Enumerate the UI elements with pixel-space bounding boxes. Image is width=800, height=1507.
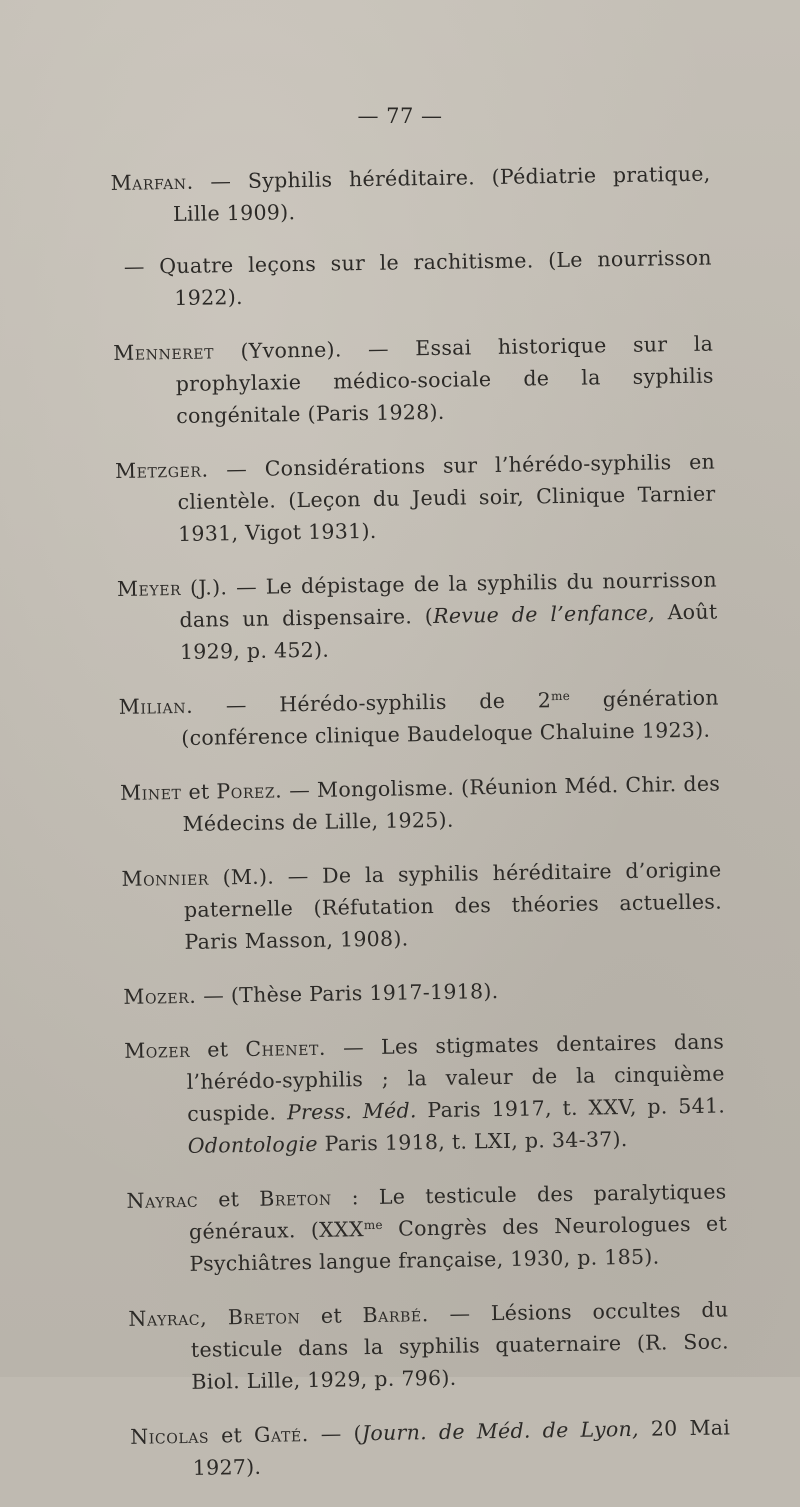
bibliography-entry: Mozer et Chenet. — Les stigmates dentaires dans l’hérédo-syphilis ; la valeur de la cinquième cuspide. Press. Méd. Paris 1917, t. XXV, p. 541. Odontologie Paris 1918, t. LXI, p. 34-37). [124,1029,726,1158]
entry-text: Le testicule des paralytiques généraux. (XXX [188,1179,727,1244]
bibliography-entry: Monnier (M.). — De la syphilis héréditaire d’origine paternelle (Réfutation des théories actuelles. Paris Masson, 1908). [121,857,723,954]
bibliography-entry: Minet et Porez. — Mongolisme. (Réunion Méd. Chir. des Médecins de Lille, 1925). [119,771,721,836]
bibliography-entry: Nayrac et Breton : Le testicule des paralytiques généraux. ($XXX^{me}$ Congrès des Neurologues et Psychiâtres langue française, 1930, p. 185). [126,1179,728,1276]
bibliography-entry [112,242,713,315]
bibliography-entry: Nayrac, Breton et Barbé. — Lésions occultes du testicule dans la syphilis quaternaire (R. Soc. Biol. Lille, 1929, p. 796). [128,1297,730,1394]
entry-coauthor: Breton [259,1185,332,1211]
bibliography-entry: Meyer (J.). — Le dépistage de la syphilis du nourrisson dans un dispensaire. (Revue de l’enfance, Août 1929, p. 452). [116,567,718,664]
entry-author: Minet [119,779,182,805]
entry-text: (Thèse Paris 1917-1918). [230,979,499,1008]
entry-author: Marfan. [110,169,194,195]
entry-author: Menneret [113,339,215,365]
journal-title: Press. Méd. [286,1098,417,1125]
entry-author: Milian. [118,693,194,719]
journal-title: Journ. de Méd. de Lyon, [361,1416,640,1446]
entry-author: Mozer. [123,983,197,1009]
entry-coauthor: Barbé. [362,1302,430,1328]
entry-author: Monnier [121,865,210,891]
entry-author: Meyer [116,575,182,601]
entry-author: Nayrac [126,1187,199,1213]
journal-title: Odontologie [187,1131,318,1158]
entry-coauthor: Breton [227,1304,301,1330]
entry-author: Metzger. [114,457,209,483]
entry-text: Lésions occultes du testicule dans la syphilis quaternaire (R. Soc. Biol. Lille, 1929, p. 796). [190,1297,730,1394]
entry-coauthor: Chenet. [245,1035,327,1061]
entry-text: Considérations sur l’hérédo-syphilis en clientèle. (Leçon du Jeudi soir, Clinique Tarnier 1931, Vigot 1931). [177,449,716,546]
bibliography-list [110,137,731,1507]
entry-text: Mongolisme. (Réunion Méd. Chir. des Médecins de Lille, 1925). [182,771,721,836]
journal-title: Revue de l’enfance, [432,600,656,628]
entry-text: Quatre leçons sur le rachitisme. (Le nourrisson 1922). [144,245,713,311]
bibliography-entry: Marfan. — Syphilis héréditaire. (Pédiatrie pratique, Lille 1909). [110,161,711,226]
bibliography-entry: Mozer. — (Thèse Paris 1917-1918). [123,979,499,1009]
page-number: — 77 — [357,104,443,128]
bibliography-entry: Metzger. — Considérations sur l’hérédo-syphilis en clientèle. (Leçon du Jeudi soir, Clinique Tarnier 1931, Vigot 1931). [114,449,716,546]
entry-author: Mozer [124,1037,191,1063]
ditto-dash: — [123,254,145,279]
entry-author: Nicolas [130,1423,210,1449]
entry-text: 20 Mai 1927). [192,1415,731,1480]
entry-author: Nayrac, [128,1305,208,1331]
bibliography-entry: Menneret (Yvonne). — Essai historique sur la prophylaxie médico-sociale de la syphilis congénitale (Paris 1928). [113,331,714,428]
bibliography-entry: Milian. — Hérédo-syphilis de $2^{me}$ génération (conférence clinique Baudeloque Chaluine 1923). [118,685,719,750]
entry-coauthor: Porez. [216,778,283,804]
entry-text: Essai historique sur la prophylaxie médico-sociale de la syphilis congénitale (Paris 1928). [175,331,714,428]
bibliography-entry: Nicolas et Gaté. — (Journ. de Méd. de Lyon, 20 Mai 1927). [130,1415,731,1480]
entry-text: De la syphilis héréditaire d’origine paternelle (Réfutation des théories actuelles. Paris Masson, 1908). [183,857,723,954]
entry-coauthor: Gaté. [253,1422,310,1447]
entry-text: Le dépistage de la syphilis du nourrisson dans un dispensaire. ( [179,567,718,632]
entry-text: Syphilis héréditaire. (Pédiatrie pratique, Lille 1909). [172,161,711,226]
entry-text: Les stigmates dentaires dans l’hérédo-syphilis ; la valeur de la cinquième cuspide. [186,1029,725,1126]
entry-text: Hérédo-syphilis de 2 [279,688,552,717]
